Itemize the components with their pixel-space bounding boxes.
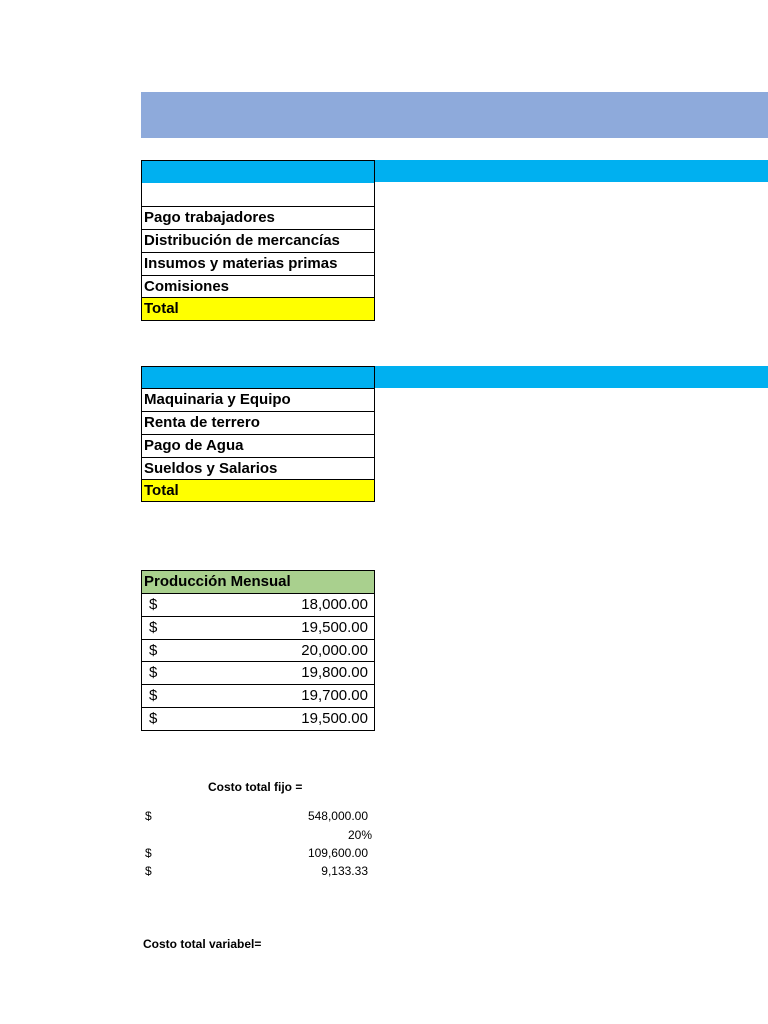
- variable-cost-item[interactable]: Insumos y materias primas: [141, 252, 375, 276]
- production-row[interactable]: [141, 616, 375, 640]
- fixed-costs-total-cell[interactable]: Total: [141, 479, 375, 502]
- fixed-total-amount: 9,133.33: [321, 864, 368, 878]
- currency-symbol: $: [145, 864, 152, 878]
- variable-costs-blank-cell[interactable]: [141, 183, 375, 207]
- currency-symbol: $: [145, 846, 152, 860]
- production-header[interactable]: Producción Mensual: [141, 570, 375, 594]
- variable-costs-total-cell[interactable]: Total: [141, 297, 375, 321]
- variable-total-label: Costo total variabel=: [143, 937, 262, 951]
- fixed-costs-header-bar: [374, 366, 768, 388]
- title-banner: [141, 92, 768, 138]
- production-value: 18,000.00: [301, 596, 368, 613]
- production-value: 19,500.00: [301, 710, 368, 727]
- production-row[interactable]: [141, 661, 375, 685]
- fixed-cost-item[interactable]: Maquinaria y Equipo: [141, 388, 375, 412]
- production-value: 19,500.00: [301, 619, 368, 636]
- production-row[interactable]: [141, 639, 375, 662]
- currency-symbol: $: [149, 619, 158, 636]
- variable-costs-header-cell[interactable]: [141, 160, 375, 184]
- fixed-total-label: Costo total fijo =: [208, 780, 303, 794]
- production-value: 20,000.00: [301, 642, 368, 659]
- production-value: 19,700.00: [301, 687, 368, 704]
- variable-costs-header-bar: [374, 160, 768, 182]
- production-row[interactable]: [141, 593, 375, 617]
- fixed-cost-item[interactable]: Pago de Agua: [141, 434, 375, 458]
- currency-symbol: $: [149, 687, 158, 704]
- variable-cost-item[interactable]: Distribución de mercancías: [141, 229, 375, 253]
- fixed-total-amount: 548,000.00: [307, 809, 368, 823]
- production-row[interactable]: [141, 707, 375, 731]
- currency-symbol: $: [149, 642, 158, 659]
- currency-symbol: $: [149, 596, 158, 613]
- fixed-cost-item[interactable]: Sueldos y Salarios: [141, 457, 375, 480]
- currency-symbol: $: [149, 664, 158, 681]
- production-value: 19,800.00: [301, 664, 368, 681]
- fixed-total-percent: 20%: [347, 828, 372, 842]
- variable-cost-item[interactable]: Comisiones: [141, 275, 375, 298]
- fixed-total-amount: 109,600.00: [307, 846, 368, 860]
- currency-symbol: $: [145, 809, 152, 823]
- production-row[interactable]: [141, 684, 375, 708]
- variable-cost-item[interactable]: Pago trabajadores: [141, 206, 375, 230]
- fixed-cost-item[interactable]: Renta de terrero: [141, 411, 375, 435]
- currency-symbol: $: [149, 710, 158, 727]
- fixed-costs-header-cell[interactable]: [141, 366, 375, 389]
